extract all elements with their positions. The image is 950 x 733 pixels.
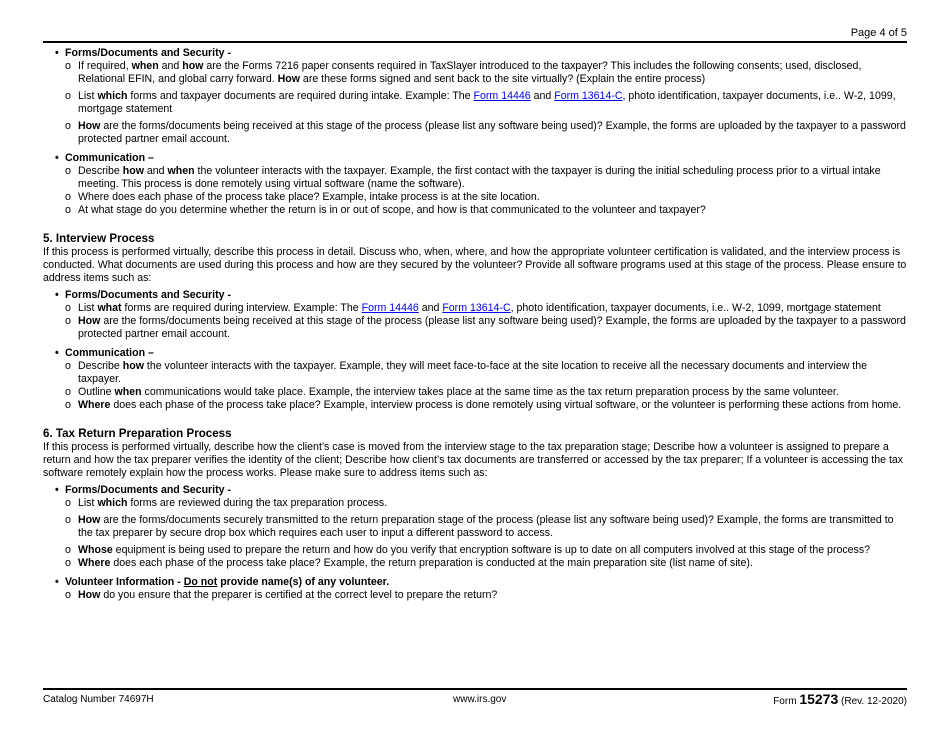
list-item: o Describe how and when the volunteer interacts with the taxpayer. Example, the first contact with the taxpayer is during the initial scheduling process prior to a virtual intake meeting. This process is done remotely using virtual software (name the software). <box>43 165 909 191</box>
list-item: o How do you ensure that the preparer is certified at the correct level to prepare the return? <box>43 589 909 602</box>
list-item: o If required, when and how are the Forms 7216 paper consents required in TaxSlayer introduced to the taxpayer? This includes the following consents; used, disclosed, Relational EFIN, and global carry forward. How are these forms signed and sent back to the site virtually? (Explain the entire process) <box>43 60 909 86</box>
list-item: o Where does each phase of the process take place? Example, interview process is done remotely using virtual software, or the volunteer is performing these actions from home. <box>43 399 909 412</box>
catalog-number: Catalog Number 74697H <box>43 694 154 705</box>
document-body <box>43 47 909 602</box>
form-14446-link[interactable]: Form 14446 <box>473 90 531 102</box>
communication-heading: • Communication – <box>43 347 909 360</box>
header-divider <box>43 41 907 43</box>
forms-security-heading: • Forms/Documents and Security - <box>43 484 909 497</box>
form-13614c-link[interactable]: Form 13614-C <box>442 302 511 314</box>
volunteer-information-heading: • Volunteer Information - Do not provide name(s) of any volunteer. <box>43 576 909 589</box>
form-13614c-link[interactable]: Form 13614-C <box>554 90 623 102</box>
list-item: o Outline when communications would take place. Example, the interview takes place at the same time as the tax return preparation process by the same volunteer. <box>43 386 909 399</box>
footer-divider <box>43 688 907 690</box>
list-item: o How are the forms/documents being received at this stage of the process (please list any software being used)? Example, the forms are uploaded by the taxpayer to a password protected partner email account. <box>43 120 909 146</box>
section-heading: 5. Interview Process <box>43 232 155 245</box>
list-item: o How are the forms/documents securely transmitted to the return preparation stage of the process (please list any software being used)? Example, the forms are transmitted to the tax preparer by secure drop box which requires each user to input a different password to access. <box>43 514 909 540</box>
section-intro: If this process is performed virtually, describe this process in detail. Discuss who, when, where, and how the appropriate volunteer certification is validated, and the interview process is conducted. What documents are used during this process and how are they secured by the volunteer? Provide all software programs used at this stage of the process. Please ensure to address items such as: <box>43 246 907 284</box>
list-item: o Where does each phase of the process take place? Example, intake process is at the site location. <box>43 191 909 204</box>
section-heading: 6. Tax Return Preparation Process <box>43 427 232 440</box>
list-item: o List which forms and taxpayer documents are required during intake. Example: The Form 14446 and Form 13614-C, photo identification, taxpayer documents, i.e.. W-2, 1099, mortgage statement <box>43 90 909 116</box>
list-item: o Describe how the volunteer interacts with the taxpayer. Example, they will meet face-to-face at the site location to receive all the necessary documents and interview the taxpayer. <box>43 360 909 386</box>
forms-security-heading: • Forms/Documents and Security - <box>43 47 909 60</box>
list-item: o List which forms are reviewed during the tax preparation process. <box>43 497 909 510</box>
list-item: o Where does each phase of the process take place? Example, the return preparation is conducted at the main preparation site (list name of site). <box>43 557 909 570</box>
form-identifier: Form 15273 (Rev. 12-2020) <box>773 691 907 707</box>
list-item: o Whose equipment is being used to prepare the return and how do you verify that encryption software is up to date on all computers involved at this stage of the process? <box>43 544 909 557</box>
list-item: o List what forms are required during interview. Example: The Form 14446 and Form 13614-C, photo identification, taxpayer documents, i.e.. W-2, 1099, mortgage statement <box>43 302 909 315</box>
communication-heading: • Communication – <box>43 152 909 165</box>
list-item: o At what stage do you determine whether the return is in or out of scope, and how is that communicated to the volunteer and taxpayer? <box>43 204 909 217</box>
form-14446-link[interactable]: Form 14446 <box>361 302 419 314</box>
forms-security-heading: • Forms/Documents and Security - <box>43 289 909 302</box>
page-number: Page 4 of 5 <box>850 27 907 39</box>
section-intro: If this process is performed virtually, describe how the client’s case is moved from the interview stage to the tax preparation stage; Describe how a volunteer is assigned to prepare a return and how the tax preparer verifies the identity of the client; Describe how client’s tax documents are transferred or accessed by the tax preparer; If a volunteer is accessing the tax software remotely explain how the process works. Please make sure to address items such as: <box>43 441 904 479</box>
list-item: o How are the forms/documents being received at this stage of the process (please list any software being used)? Example, the forms are uploaded by the taxpayer to a password protected partner email account. <box>43 315 909 341</box>
website-link[interactable]: www.irs.gov <box>453 694 507 705</box>
